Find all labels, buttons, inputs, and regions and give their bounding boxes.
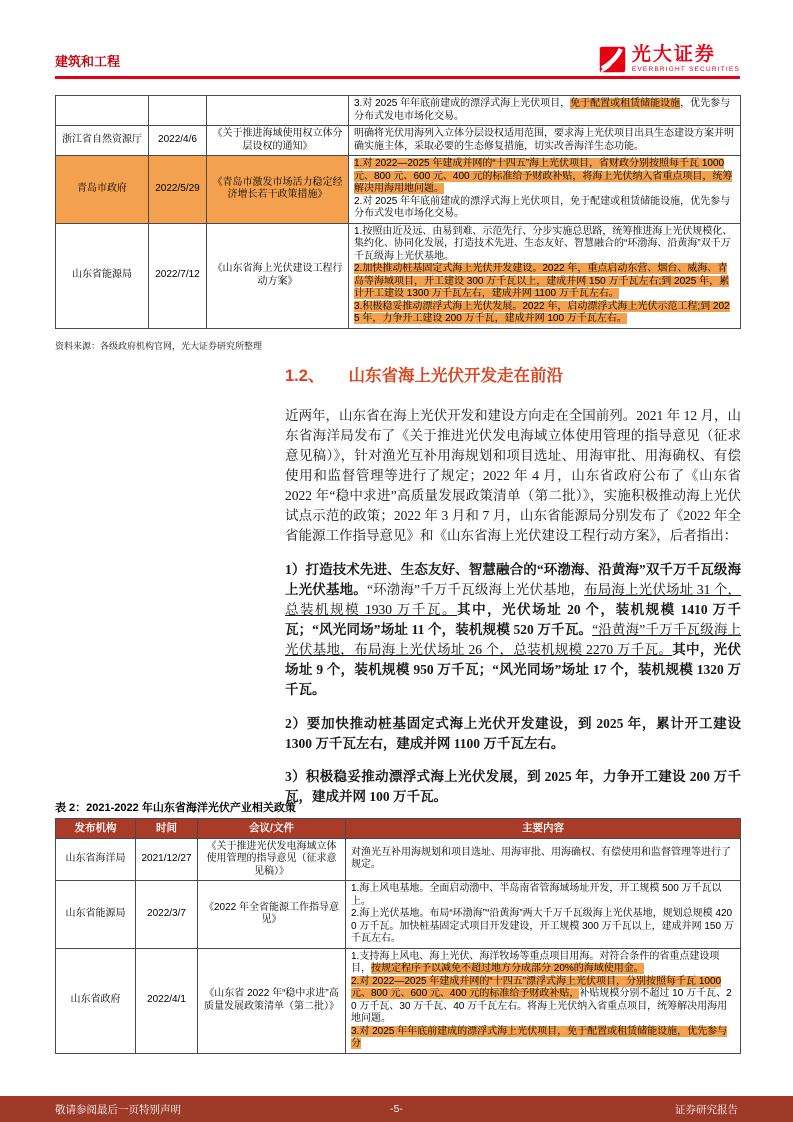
text-segment: 3.对 2025 年年底前建成的漂浮式海上光伏项目，: [354, 98, 571, 109]
cell-date: 2022/4/1: [136, 948, 198, 1053]
cell-agency: 山东省能源局: [56, 223, 149, 328]
cell-content: 对渔光互补用海规划和项目选址、用海审批、用海确权、有偿使用和监督管理等进行了规定。: [346, 838, 741, 881]
text-segment: 其中，光伏场址 9 个，装机规模 950 万千瓦；“风光同场”场址 17 个，装机规模 1320 万千瓦。: [285, 642, 741, 697]
highlighted-text: 3.对 2025 年年底前建成的漂浮式海上光伏项目，免于配置或租赁储能设施，优先参与分: [351, 1025, 728, 1049]
paragraph-item-3: 3）积极稳妥推动漂浮式海上光伏发展，到 2025 年，力争开工建设 200 万千瓦，建成并网 100 万千瓦。: [285, 769, 741, 804]
highlighted-text: 1.对 2022—2025 年建成并网的“十四五”海上光伏项目，省财政分别按照每千瓦 1000 元、800 元、600 元、400 元的标准给予财政补贴，将海上光伏纳入省重点项目，统筹解决用海用地问题。: [354, 158, 733, 194]
report-header: [55, 40, 740, 76]
policy-table-1: [55, 95, 741, 329]
cell-document: 《山东省海上光伏建设工程行动方案》: [207, 223, 349, 328]
cell-agency: [56, 96, 149, 126]
footer-report-type: 证券研究报告: [675, 1103, 738, 1116]
table-row: [56, 838, 741, 881]
highlighted-text: 2.对 2022—2025 年建成并网的“十四五”漂浮式海上光伏项目，分别按照每千瓦 1000 元、800 元、600 元、400 元的标准给予财政补贴，: [351, 975, 722, 999]
page-number: -5-: [390, 1103, 403, 1115]
paragraph-item-1: [285, 560, 741, 700]
cell-document: 《2022 年全省能源工作指导意见》: [198, 881, 346, 949]
section-heading: [285, 366, 741, 386]
column-header-date: 时间: [136, 819, 198, 839]
industry-category: 建筑和工程: [55, 54, 121, 69]
brand-block: [599, 45, 740, 73]
cell-agency: 山东省海洋局: [56, 838, 136, 881]
cell-agency: 山东省能源局: [56, 881, 136, 949]
brand-subtitle: EVERBRIGHT SECURITIES: [631, 66, 740, 73]
cell-content: [346, 881, 741, 949]
paragraph-item-2: 2）要加快推动桩基固定式海上光伏开发建设，到 2025 年，累计开工建设 1300 万千瓦左右，建成并网 1100 万千瓦左右。: [285, 716, 741, 751]
footer-disclaimer: 敬请参阅最后一页特别声明: [55, 1103, 181, 1116]
highlighted-text: 按规定程序予以减免不超过地方分成部分 20%的海域使用金。: [371, 963, 644, 974]
cell-date: 2021/12/27: [136, 838, 198, 881]
table-row: [56, 126, 741, 156]
source-note: 资料来源：各级政府机构官网，光大证券研究所整理: [55, 341, 263, 351]
table-row: [56, 96, 741, 126]
brand-name: 光大证券: [631, 44, 716, 65]
cell-content: [346, 948, 741, 1053]
table-row: [56, 156, 741, 224]
section-number: 1.2、: [285, 367, 325, 385]
text-segment: 1.按照由近及远、由易到难、示范先行、分步实施总思路，统筹推进海上光伏规模化、集约化、协同化发展，打造技术先进、生态友好、智慧融合的“环渤海、沿黄海”双千万千瓦级海上光伏基地。: [354, 225, 733, 262]
table-caption: 表 2：2021-2022 年山东省海洋光伏产业相关政策: [55, 802, 296, 814]
cell-document: 《山东省 2022 年“稳中求进”高质量发展政策清单（第二批）》: [198, 948, 346, 1053]
column-header-content: 主要内容: [346, 819, 741, 839]
table-header-row: [56, 819, 741, 839]
everbright-logo-icon: [599, 46, 626, 73]
cell-document: [207, 96, 349, 126]
header-divider: [55, 76, 740, 79]
cell-date: 2022/5/29: [149, 156, 207, 224]
column-header-agency: 发布机构: [56, 819, 136, 839]
section-title: 山东省海上光伏开发走在前沿: [348, 367, 563, 385]
underlined-text: “沿黄海”千万千瓦级海上光伏基地，布局海上光伏场址 26 个，总装机规模 2270 万千瓦。: [285, 622, 742, 657]
text-segment: 1.海上风电基地。全面启动渤中、半岛南省管海域场址开发，开工规模 500 万千瓦以上。: [351, 883, 722, 907]
cell-date: 2022/4/6: [149, 126, 207, 156]
table-row: [56, 223, 741, 328]
text-segment: 补贴规模分别不超过 10 万千瓦、20 万千瓦、30 万千瓦、40 万千瓦左右。将海上光伏纳入省重点项目，统筹解决用海用地问题。: [351, 988, 732, 1024]
highlighted-text: 3.积极稳妥推动漂浮式海上光伏发展。2022 年，启动漂浮式海上光伏示范工程;到 2025 年，力争开工建设 200 万千瓦，建成并网 100 万千瓦左右。: [354, 300, 730, 324]
cell-document: 《关于推进光伏发电海域立体使用管理的指导意见（征求意见稿）》: [198, 838, 346, 881]
cell-content: [349, 96, 741, 126]
cell-date: [149, 96, 207, 126]
cell-date: 2022/7/12: [149, 223, 207, 328]
cell-content: 明确将光伏用海列入立体分层设权适用范围，要求海上光伏项目出具生态建设方案并明确实施主体，采取必要的生态修复措施，切实改善海洋生态功能。: [349, 126, 741, 156]
paragraph-intro: 近两年，山东省在海上光伏开发和建设方向走在全国前列。2021 年 12 月，山东省海洋局发布了《关于推进光伏发电海域立体使用管理的指导意见（征求意见稿）》，针对渔光互补用海规划和项目选址、用海审批、用海确权、有偿使用和监督管理等进行了规定；2022 年 4 月，山东省政府公布了《山东省 2022 年“稳中求进”高质量发展政策清单（第二批）》，实施积极推动海上光伏试点示范的政策；2022 年 3 月和 7 月，山东省能源局分别发布了《2022 年全省能源工作指导意见》和《山东省海上光伏建设工程行动方案》，后者指出：: [285, 408, 741, 543]
page-footer: [0, 1096, 793, 1122]
text-segment: 1.支持海上风电、海上光伏、海洋牧场等重点项目用海。对符合条件的省重点建设项目，: [351, 950, 720, 974]
text-segment: 2.海上光伏基地。布局“环渤海”“沿黄海”两大千万千瓦级海上光伏基地，规划总规模 4200 万千瓦。加快桩基固定式项目开发建设，开工规模 300 万千瓦以上，建成并网 150 万千瓦左右。: [351, 908, 734, 944]
cell-agency: 青岛市政府: [56, 156, 149, 224]
policy-table-2: [55, 818, 741, 1054]
cell-content: [349, 156, 741, 224]
cell-document: 《关于推进海域使用权立体分层设权的通知》: [207, 126, 349, 156]
cell-content: [349, 223, 741, 328]
cell-document: 《青岛市激发市场活力稳定经济增长若干政策措施》: [207, 156, 349, 224]
text-segment: “环渤海”千万千瓦级海上光伏基地，: [366, 582, 585, 597]
cell-agency: 浙江省自然资源厅: [56, 126, 149, 156]
table-row: [56, 948, 741, 1053]
highlighted-text: 2.加快推动桩基固定式海上光伏开发建设。2022 年，重点启动东营、烟台、威海、青岛等海域项目，开工建设 300 万千瓦以上，建成并网 150 万千瓦左右;到 2025 年，累计开工建设 1300 万千瓦左右，建成并网 1100 万千瓦左右。: [354, 263, 730, 299]
column-header-document: 会议/文件: [198, 819, 346, 839]
table-row: [56, 881, 741, 949]
highlighted-text: 免于配置或租赁储能设施: [570, 98, 681, 109]
underlined-text: 布局海上光伏场址 31 个，总装机规模 1930 万千瓦。: [285, 582, 742, 617]
text-segment: ，优先参与分布式发电市场化交易。: [354, 98, 731, 122]
body-column: [285, 366, 741, 820]
brand-text: [632, 45, 740, 73]
cell-date: 2022/3/7: [136, 881, 198, 949]
text-segment: 其中，光伏场址 20 个，装机规模 1410 万千瓦；“风光同场”场址 11 个，装机规模 520 万千瓦。: [285, 602, 742, 637]
text-segment: 2.对 2025 年年底前建成的漂浮式海上光伏项目，免于配建或租赁储能设施，优先参与分布式发电市场化交易。: [354, 195, 731, 219]
text-segment: 1）打造技术先进、生态友好、智慧融合的“环渤海、沿黄海”双千万千瓦级海上光伏基地。: [285, 562, 741, 597]
cell-agency: 山东省政府: [56, 948, 136, 1053]
